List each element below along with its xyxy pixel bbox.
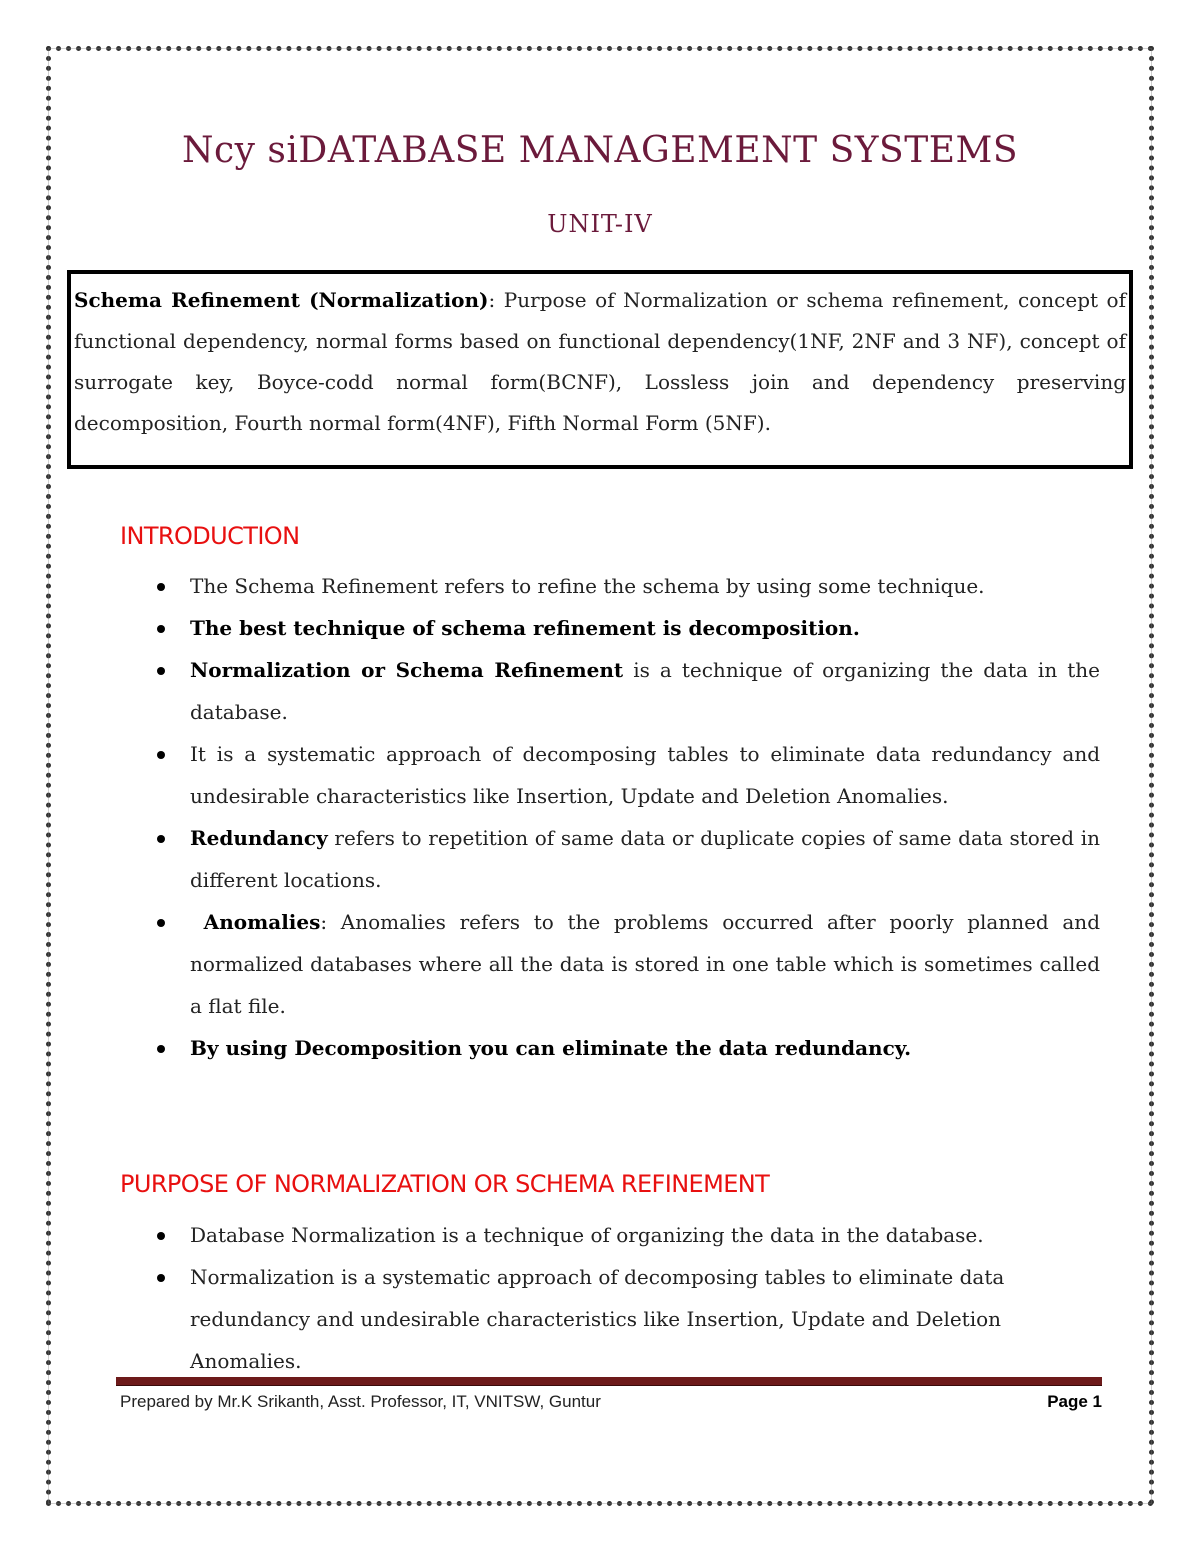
introduction-list — [0, 565, 1200, 1069]
syllabus-paragraph — [74, 280, 1126, 444]
bullet-bold-text: Anomalies — [203, 910, 321, 934]
syllabus-text: : Purpose of Normalization or schema refinement, concept of functional dependency, normal forms based on functional dependency(1NF, 2NF and 3 NF), concept of surrogate key, Boyce-codd normal form(BCNF), Lossless join and dependency preserving decomposition, Fourth normal form(4NF), Fifth Normal Form (5NF). — [74, 288, 1126, 435]
bullet-bold-text: Redundancy — [190, 826, 328, 850]
bullet-bold-text: The best technique of schema refinement is decomposition. — [190, 616, 860, 640]
bullet-icon — [157, 1274, 165, 1282]
bullet-text: is a technique of organizing the data in the database. — [190, 658, 1100, 724]
bullet-text: refers to repetition of same data or duplicate copies of same data stored in different locations. — [190, 826, 1100, 892]
syllabus-lead: Schema Refinement (Normalization) — [74, 288, 489, 312]
bullet-icon — [157, 667, 165, 675]
bullet-text: : Anomalies refers to the problems occurred after poorly planned and normalized databases where all the data is stored in one table which is sometimes called a flat file. — [190, 910, 1100, 1018]
bullet-icon — [157, 583, 165, 591]
bullet-bold-text: Normalization or Schema Refinement — [190, 658, 624, 682]
list-item — [190, 607, 1100, 649]
bullet-text: It is a systematic approach of decomposing tables to eliminate data redundancy and undesirable characteristics like Insertion, Update and Deletion Anomalies. — [190, 742, 1100, 808]
introduction-heading: INTRODUCTION — [120, 522, 300, 550]
list-item — [190, 649, 1100, 733]
bullet-icon — [157, 625, 165, 633]
bullet-text: The Schema Refinement refers to refine the schema by using some technique. — [190, 574, 985, 598]
list-item — [190, 1214, 1070, 1256]
bullet-text: Normalization is a systematic approach of decomposing tables to eliminate data redundancy and undesirable characteristics like Insertion, Update and Deletion Anomalies. — [190, 1265, 1005, 1373]
bullet-icon — [157, 1045, 165, 1053]
list-item — [190, 901, 1100, 1027]
bullet-icon — [157, 751, 165, 759]
list-item — [190, 817, 1100, 901]
unit-subtitle: UNIT-IV — [547, 210, 653, 238]
footer-author: Prepared by Mr.K Srikanth, Asst. Professor, IT, VNITSW, Guntur — [120, 1392, 601, 1411]
bullet-icon — [157, 919, 165, 927]
purpose-heading: PURPOSE OF NORMALIZATION OR SCHEMA REFINEMENT — [120, 1170, 770, 1198]
bullet-bold-text: By using Decomposition you can eliminate the data redundancy. — [190, 1036, 912, 1060]
list-item — [190, 1027, 1100, 1069]
document-title: Ncy siDATABASE MANAGEMENT SYSTEMS — [181, 130, 1019, 171]
page-number: Page 1 — [1047, 1392, 1102, 1411]
purpose-list — [0, 1214, 1200, 1382]
bullet-icon — [157, 835, 165, 843]
list-item — [190, 733, 1100, 817]
list-item — [190, 565, 1100, 607]
footer-divider — [116, 1377, 1102, 1386]
syllabus-box — [67, 270, 1133, 469]
bullet-text: Database Normalization is a technique of organizing the data in the database. — [190, 1223, 984, 1247]
list-item — [190, 1256, 1070, 1382]
bullet-icon — [157, 1232, 165, 1240]
